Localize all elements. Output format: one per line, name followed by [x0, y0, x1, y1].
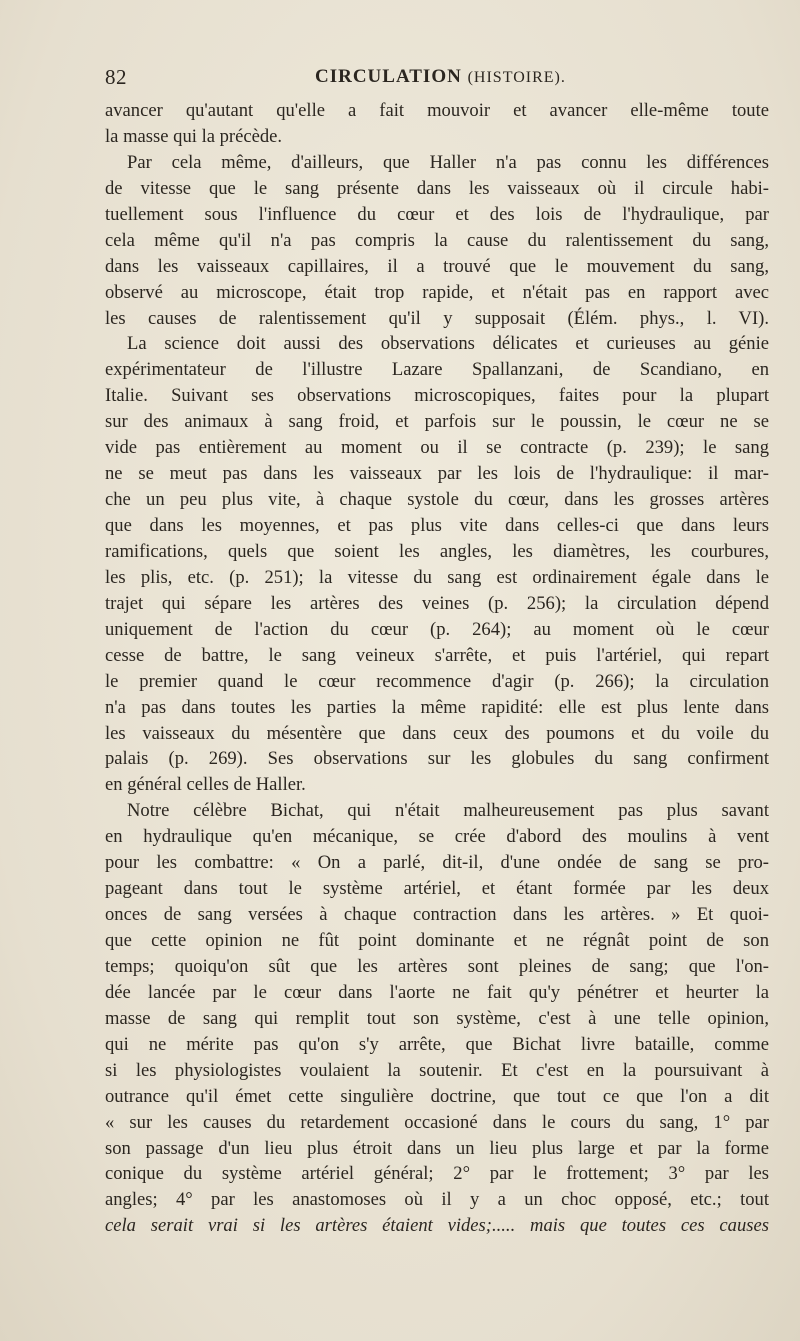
running-head [315, 66, 566, 88]
text-line: tuellement sous l'influence du cœur et des lois de l'hydraulique, par [105, 203, 769, 225]
text-line: cela serait vrai si les artères étaient vides;..... mais que toutes ces causes [105, 1215, 769, 1237]
text-line: cela même qu'il n'a pas compris la cause du ralentissement du sang, [105, 229, 769, 251]
text-line: cesse de battre, le sang veineux s'arrête, et puis l'artériel, qui repart [105, 644, 769, 666]
text-line: qui ne mérite pas qu'on s'y arrête, que Bichat livre bataille, comme [105, 1033, 769, 1055]
text-line: sur des animaux à sang froid, et parfois sur le poussin, le cœur ne se [105, 411, 769, 433]
running-head-subtitle: (HISTOIRE). [467, 69, 566, 86]
text-line: trajet qui sépare les artères des veines (p. 256); la circulation dépend [105, 592, 769, 614]
text-line: les plis, etc. (p. 251); la vitesse du sang est ordinairement égale dans le [105, 566, 769, 588]
text-line: angles; 4° par les anastomoses où il y a un choc opposé, etc.; tout [105, 1189, 769, 1211]
text-line: ramifications, quels que soient les angles, les diamètres, les courbures, [105, 540, 769, 562]
text-line: observé au microscope, était trop rapide, et n'était pas en rapport avec [105, 281, 769, 303]
text-line: temps; quoiqu'on sût que les artères sont pleines de sang; que l'on- [105, 955, 769, 977]
body-text [105, 98, 769, 1239]
text-line: Italie. Suivant ses observations microscopiques, faites pour la plupart [105, 385, 769, 407]
page-header [105, 63, 770, 97]
text-line: « sur les causes du retardement occasioné dans le cours du sang, 1° par [105, 1111, 769, 1133]
text-line: dée lancée par le cœur dans l'aorte ne fait qu'y pénétrer et heurter la [105, 981, 769, 1003]
text-line: le premier quand le cœur recommence d'agir (p. 266); la circulation [105, 670, 769, 692]
text-line: pour les combattre: « On a parlé, dit-il, d'une ondée de sang se pro- [105, 852, 769, 874]
text-line: avancer qu'autant qu'elle a fait mouvoir et avancer elle-même toute [105, 100, 769, 121]
text-line: si les physiologistes voulaient la soutenir. Et c'est en la poursuivant à [105, 1059, 769, 1081]
page-number: 82 [105, 65, 127, 89]
text-line: uniquement de l'action du cœur (p. 264); au moment où le cœur [105, 618, 769, 640]
text-line: que cette opinion ne fût point dominante et ne régnât point de son [105, 930, 769, 951]
text-line: onces de sang versées à chaque contraction dans les artères. » Et quoi- [105, 904, 769, 926]
text-line: La science doit aussi des observations délicates et curieuses au génie [127, 333, 769, 355]
text-line: ne se meut pas dans les vaisseaux par les lois de l'hydraulique: il mar- [105, 463, 769, 485]
text-line: conique du système artériel général; 2° par le frottement; 3° par les [105, 1163, 769, 1185]
text-line: palais (p. 269). Ses observations sur les globules du sang confirment [105, 748, 769, 770]
text-line: la masse qui la précède. [105, 125, 283, 147]
text-line: que dans les moyennes, et pas plus vite dans celles-ci que dans leurs [105, 515, 769, 536]
text-line: Notre célèbre Bichat, qui n'était malheureusement pas plus savant [127, 800, 769, 822]
text-line: expérimentateur de l'illustre Lazare Spallanzani, de Scandiano, en [105, 359, 769, 381]
text-line: en hydraulique qu'en mécanique, se crée d'abord des moulins à vent [105, 826, 769, 848]
text-line: Par cela même, d'ailleurs, que Haller n'a pas connu les différences [127, 151, 769, 173]
text-line: dans les vaisseaux capillaires, il a trouvé que le mouvement du sang, [105, 255, 769, 277]
text-line: masse de sang qui remplit tout son système, c'est à une telle opinion, [105, 1007, 769, 1029]
text-line: outrance qu'il émet cette singulière doctrine, que tout ce que l'on a dit [105, 1085, 769, 1107]
text-line: vide pas entièrement au moment ou il se contracte (p. 239); le sang [105, 437, 769, 459]
text-line: che un peu plus vite, à chaque systole du cœur, dans les grosses artères [105, 489, 769, 511]
text-line: n'a pas dans toutes les parties la même rapidité: elle est plus lente dans [105, 696, 769, 718]
text-line: pageant dans tout le système artériel, et étant formée par les deux [105, 878, 769, 900]
text-line: de vitesse que le sang présente dans les vaisseaux où il circule habi- [105, 177, 769, 199]
text-line: les causes de ralentissement qu'il y supposait (Élém. phys., l. VI). [105, 307, 769, 329]
text-line: en général celles de Haller. [105, 774, 306, 796]
text-line: son passage d'un lieu plus étroit dans un lieu plus large et par la forme [105, 1137, 769, 1159]
running-head-title: CIRCULATION [315, 66, 462, 87]
text-line: les vaisseaux du mésentère que dans ceux des poumons et du voile du [105, 722, 769, 744]
